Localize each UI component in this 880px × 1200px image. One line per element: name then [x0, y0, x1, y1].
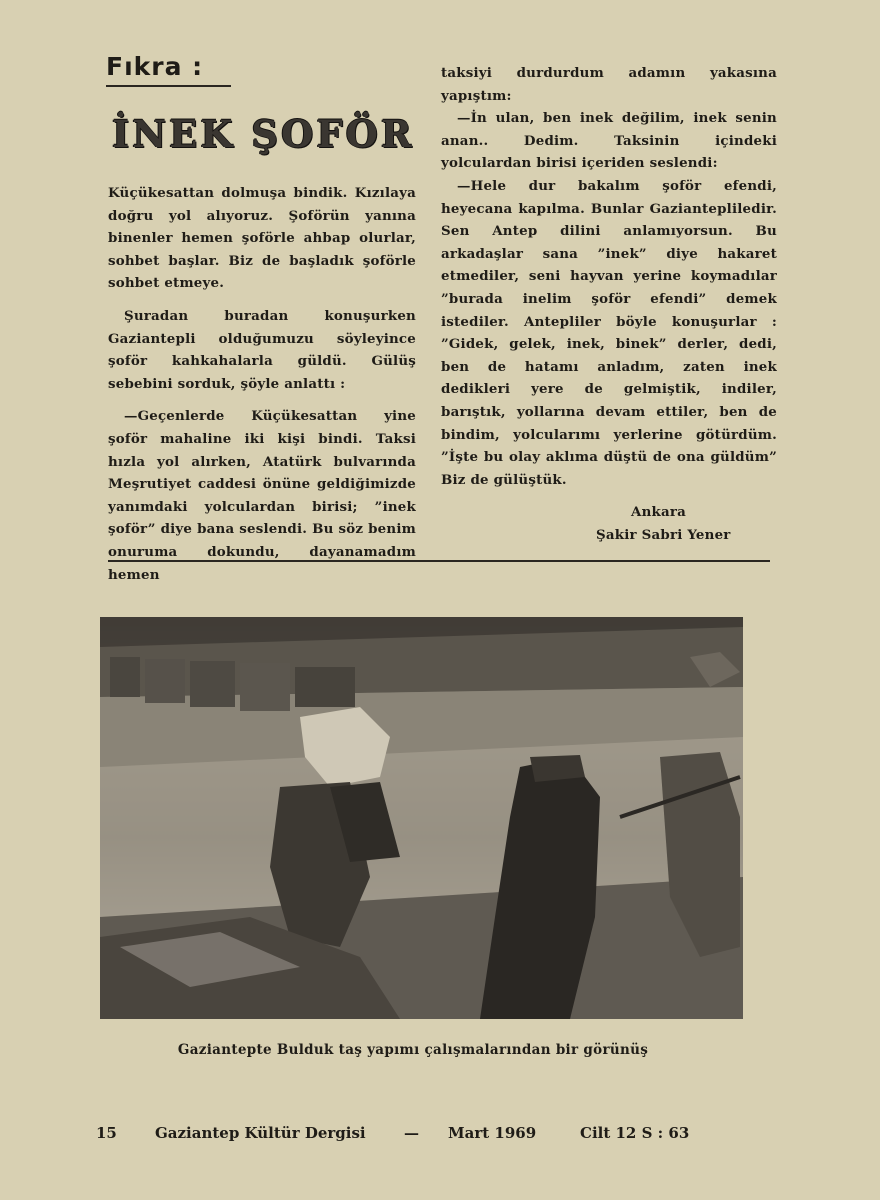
photo-caption: Gaziantepte Bulduk taş yapımı çalışmalarından bir görünüş	[177, 1042, 649, 1058]
page-number: 15	[96, 1124, 117, 1142]
stone-work-photo	[100, 617, 743, 1019]
paragraph: Küçükesattan dolmuşa bindik. Kızılaya doğru yol alıyoruz. Şoförün yanına binenler hemen şoförle ahbap olurlar, sohbet başlar. Biz de başladık şoförle sohbet etmeye.	[108, 185, 416, 292]
paragraph: Şuradan buradan konuşurken Gaziantepli olduğumuzu söyleyince şoför kahkahalarla güldü. Gülüş sebebini sorduk, şöyle anlattı :	[108, 307, 416, 392]
photo-illustration	[100, 617, 743, 1019]
footer-dash: —	[404, 1124, 419, 1142]
volume-issue: Cilt 12 S : 63	[580, 1124, 690, 1142]
left-column	[108, 182, 416, 586]
signature	[441, 501, 777, 546]
section-divider	[108, 560, 770, 562]
right-column	[441, 62, 777, 546]
paragraph: taksiyi durdurdum adamın yakasına yapıştım:	[441, 65, 777, 104]
signature-name: Şakir Sabri Yener	[596, 526, 731, 543]
paragraph: —Geçenlerde Küçükesattan yine şoför mahaline iki kişi bindi. Taksi hızla yol alırken, Atatürk bulvarında Meşrutiyet caddesi önüne geldiğimizde yanımdaki yolculardan birisi; ”inek şoför” diye bana seslendi. Bu söz benim onuruma dokundu, dayanamadım hemen	[108, 408, 416, 583]
section-label: Fıkra :	[106, 52, 231, 87]
issue-date: Mart 1969	[448, 1124, 537, 1142]
paragraph: —Hele dur bakalım şoför efendi, heyecana kapılma. Bunlar Gaziantepliledir. Sen Antep dilini anlamıyorsun. Bu arkadaşlar sana ”inek” diye hakaret etmediler, seni hayvan yerine koymadılar ”burada inelim şoför efendi” demek istediler. Antepliler böyle konuşurlar : ”Gidek, gelek, inek, binek” derler, dedi, ben de hatamı anladım, zaten inek dedikleri yere de gelmiştik, indiler, barıştık, yollarına devam ettiler, ben de bindim, yolcularımı yerlerine götürdüm. ”İşte bu olay aklıma düştü de ona güldüm” Biz de gülüştük.	[441, 177, 777, 488]
magazine-name: Gaziantep Kültür Dergisi	[155, 1124, 366, 1142]
paragraph: —İn ulan, ben inek değilim, inek senin anan.. Dedim. Taksinin içindeki yolculardan birisi içeriden seslendi:	[441, 110, 777, 172]
article-title: İNEK ŞOFÖR	[112, 112, 415, 156]
signature-city: Ankara	[631, 504, 687, 521]
